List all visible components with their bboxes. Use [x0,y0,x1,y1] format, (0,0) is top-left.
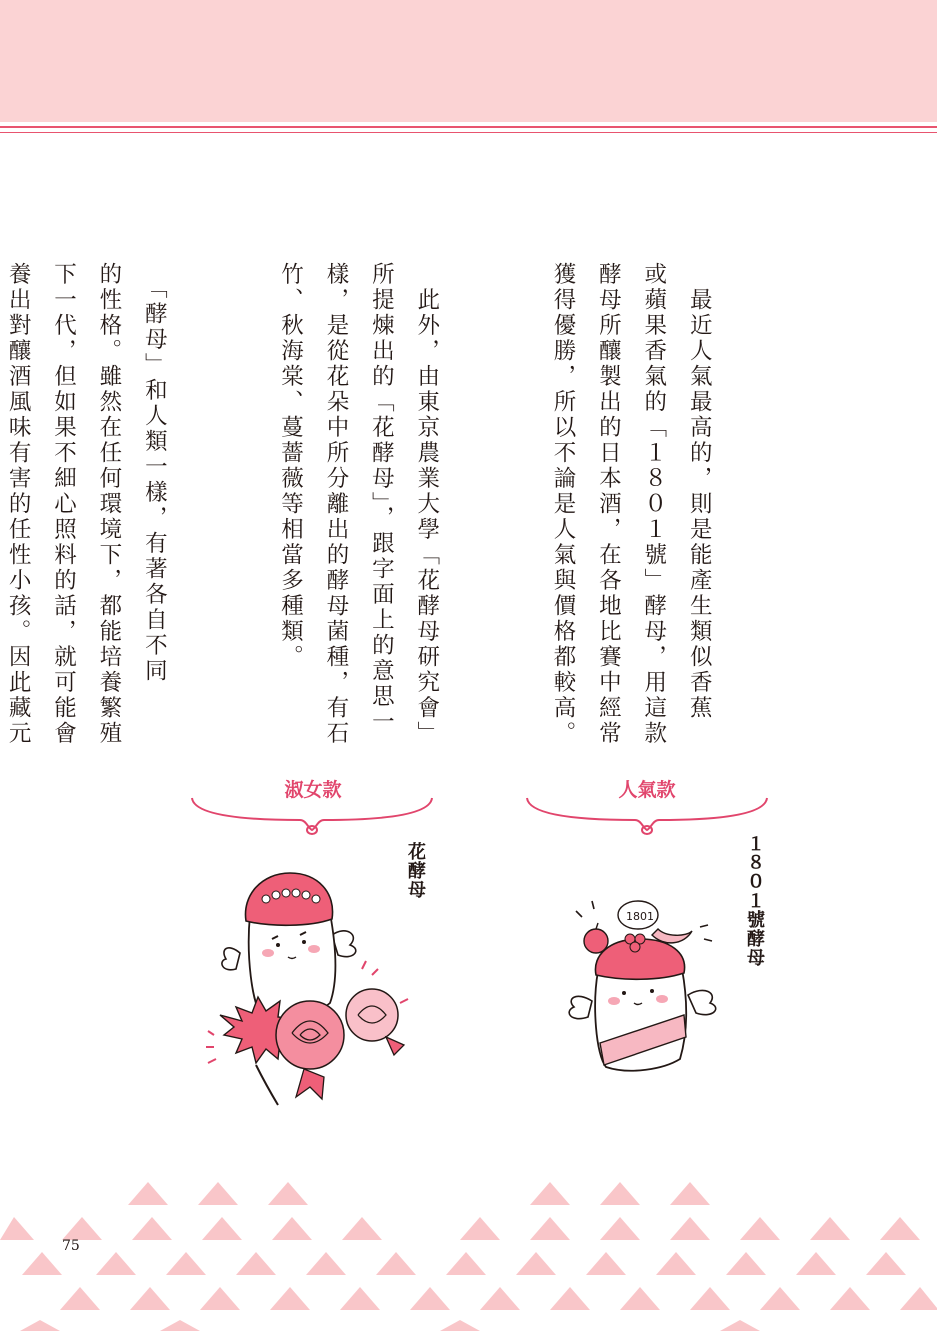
paragraph-3: 「酵母」和人類一樣，有著各自不同 的性格。雖然在任何環境下，都能培養繁殖 下一代，但如果不細心照料的話，就可能會 養出對釀酒風味有害的任性小孩。因此藏元 [5,262,168,747]
badge-frame-left [188,796,436,840]
left-wing-icon [222,948,240,970]
label-flower-yeast: 花酵母 [405,842,426,899]
header-rule [0,126,937,128]
right-wing-icon [688,990,716,1014]
badge-title-popular: 人氣款 [618,779,676,801]
body-text [5,262,812,747]
label-1801-yeast: １８０１號酵母 [744,834,765,967]
triangle-pattern [0,1170,937,1331]
paragraph-1: 最近人氣最高的，則是能產生類似香蕉 或蘋果香氣的「１８０１號」酵母，用這款 酵母所釀製出的日本酒，在各地比賽中經常 獲得優勝，所以不論是人氣與價格都較高。 [549,262,713,747]
apple-icon [584,929,608,953]
badge-frame-right [523,796,771,840]
page-number: 75 [62,1238,80,1254]
yeast-1801-character [560,895,740,1085]
rose-small-icon [346,989,404,1055]
header-rule-thin [0,132,937,133]
left-wing-icon [569,996,592,1018]
paragraph-2: 此外，由東京農業大學「花酵母研究會」 所提煉出的「花酵母」，跟字面上的意思一 樣，是從花朵中所分離出的酵母菌種，有石 竹、秋海棠、蔓薔薇等相當多種類。 [277,262,440,747]
flower-yeast-character [200,865,420,1115]
header-band [0,0,937,122]
hat-number: 1801 [626,910,654,923]
rose-icon [276,1001,344,1099]
badge-title-lady: 淑女款 [284,779,342,801]
